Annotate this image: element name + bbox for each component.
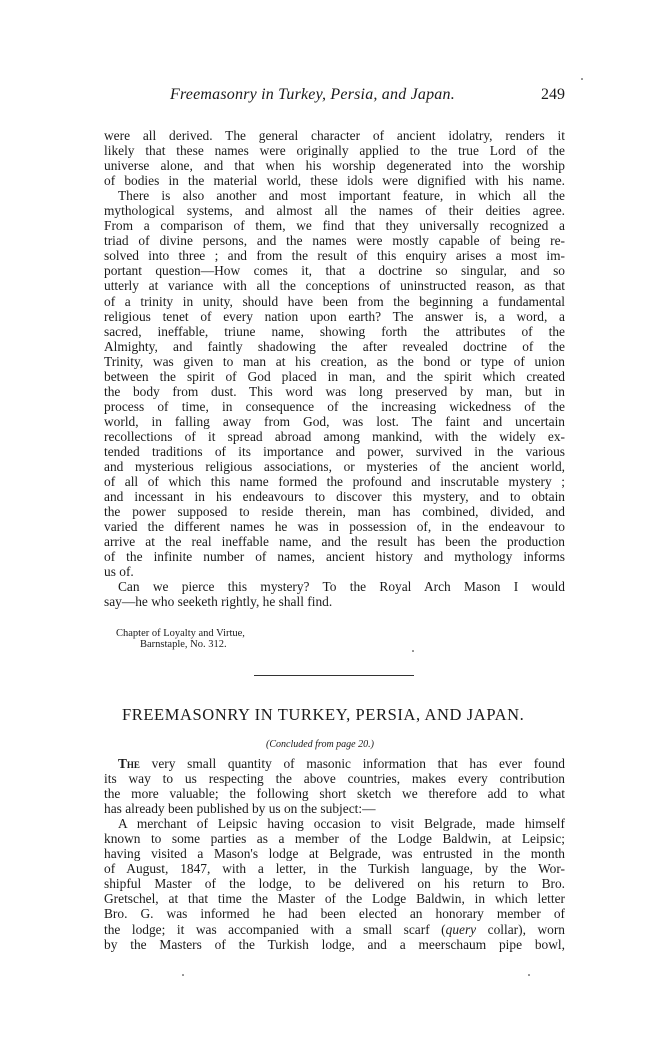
text-line: its way to us respecting the above countries, makes every contribution	[104, 771, 565, 787]
text-line: and incessant in his endeavours to discover this mystery, and to obtain	[104, 489, 565, 505]
text-line: of August, 1847, with a letter, in the Turkish language, by the Wor-	[104, 861, 565, 877]
text-line: us of.	[104, 564, 134, 580]
text-segment: the lodge; it was accompanied with a small scarf (	[104, 921, 446, 937]
signature-line: Chapter of Loyalty and Virtue,	[116, 628, 245, 639]
text-line: having visited a Mason's lodge at Belgrade, was entrusted in the month	[104, 846, 565, 862]
text-line: of a trinity in unity, should have been from the beginning a fundamental	[104, 293, 565, 309]
text-line: say—he who seeketh rightly, he shall find.	[104, 594, 333, 610]
text-line: the more valuable; the following short sketch we therefore add to what	[104, 786, 565, 802]
text-line: solved into three ; and from the result of this enquiry arises a most im-	[104, 248, 565, 264]
text-line: of the infinite number of names, ancient history and mythology informs	[104, 549, 565, 565]
drop-word: The	[118, 756, 140, 771]
text-line: and mysterious religious associations, or mysteries of the ancient world,	[104, 459, 565, 475]
text-line: arrive at the real ineffable name, and the result has been the production	[104, 534, 565, 550]
paragraph	[104, 756, 565, 816]
paragraph	[104, 579, 565, 609]
text-line: likely that these names were originally applied to the true Lord of the	[104, 143, 565, 159]
text-line: by the Masters of the Turkish lodge, and a meerschaum pipe bowl,	[104, 936, 565, 952]
text-line: From a comparison of them, we find that they universally recognized a	[104, 218, 565, 234]
text-line	[104, 922, 565, 937]
paragraph	[104, 128, 565, 188]
paper-speck	[412, 650, 414, 652]
paper-speck	[581, 78, 583, 80]
text-line: the power supposed to reside therein, man has combined, divided, and	[104, 504, 565, 520]
paragraph	[104, 816, 565, 951]
text-line: universe alone, and that when his worship degenerated into the worship	[104, 158, 565, 174]
text-line: religious tenet of every nation upon earth? The answer is, a word, a	[104, 308, 565, 324]
page-number: 249	[541, 86, 565, 103]
text-line	[104, 756, 565, 771]
article-body	[104, 756, 565, 952]
text-line: known to some parties as a member of the Lodge Baldwin, at Leipsic;	[104, 831, 565, 847]
text-line: triad of divine persons, and the names were mostly capable of being re-	[104, 233, 565, 249]
article-subtitle: (Concluded from page 20.)	[266, 739, 374, 750]
text-segment: collar), worn	[476, 921, 565, 937]
text-line: tended traditions of its importance and power, survived in the various	[104, 443, 565, 459]
paper-speck	[182, 974, 184, 976]
text-line: between the spirit of God placed in man, and the spirit which created	[104, 368, 565, 384]
text-line: mythological systems, and almost all the names of their deities agree.	[104, 203, 565, 219]
text-line: Bro. G. was informed he had been elected an honorary member of	[104, 906, 565, 922]
running-head	[104, 86, 565, 108]
running-title: Freemasonry in Turkey, Persia, and Japan.	[170, 86, 455, 103]
signature-line: Barnstaple, No. 312.	[140, 639, 227, 650]
text-line: the body from dust. This word was long preserved by man, but in	[104, 383, 565, 399]
signature	[116, 628, 245, 650]
text-line: sacred, ineffable, triune name, showing forth the attributes of the	[104, 323, 565, 339]
text-line: Almighty, and faintly shadowing the after revealed doctrine of the	[104, 338, 565, 354]
paragraph	[104, 188, 565, 579]
text-line: Can we pierce this mystery? To the Royal Arch Mason I would	[118, 579, 565, 595]
previous-article-body	[104, 128, 565, 610]
italic-word: query	[445, 921, 477, 937]
section-divider	[254, 675, 414, 676]
text-line: varied the different names he was in possession of, in the endeavour to	[104, 519, 565, 535]
text-line: portant question—How comes it, that a doctrine so singular, and so	[104, 263, 565, 279]
text-line: There is also another and most important feature, in which all the	[118, 188, 565, 204]
text-line: utterly at variance with all the conceptions of uninstructed reason, as that	[104, 278, 565, 294]
text-line: Trinity, was given to man at his creation, as the bond or type of union	[104, 353, 565, 369]
paper-speck	[528, 974, 530, 976]
text-line: recollections of it spread abroad among mankind, with the widely ex-	[104, 428, 565, 444]
text-line: A merchant of Leipsic having occasion to visit Belgrade, made himself	[118, 816, 565, 832]
text-line: of bodies in the material world, these idols were dignified with his name.	[104, 173, 565, 189]
text-line: Gretschel, at that time the Master of the Lodge Baldwin, in which letter	[104, 891, 565, 907]
text-line: were all derived. The general character of ancient idolatry, renders it	[104, 128, 565, 143]
text-line: world, in falling away from God, was lost. The faint and uncertain	[104, 413, 565, 429]
article-title: FREEMASONRY IN TURKEY, PERSIA, AND JAPAN.	[122, 705, 525, 724]
text-line: has already been published by us on the subject:—	[104, 801, 376, 817]
text-segment: very small quantity of masonic information that has ever found	[139, 756, 565, 771]
text-line: process of time, in consequence of the increasing wickedness of the	[104, 398, 565, 414]
text-line: of all of which this name formed the profound and inscrutable mystery ;	[104, 474, 565, 490]
text-line: shipful Master of the lodge, to be delivered on his return to Bro.	[104, 876, 565, 892]
